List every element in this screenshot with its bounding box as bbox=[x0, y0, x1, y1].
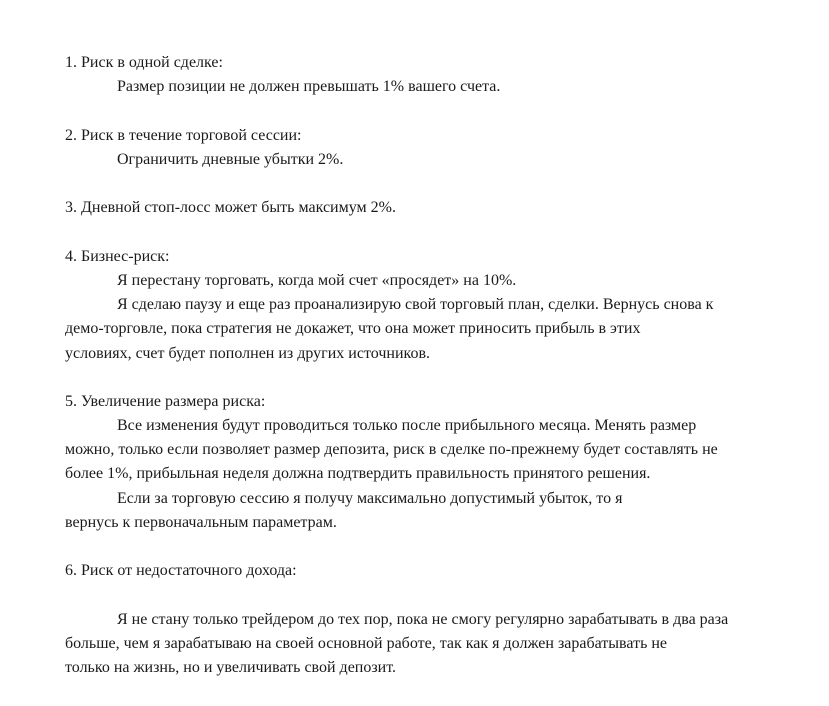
section-5-heading: 5. Увеличение размера риска: bbox=[65, 393, 266, 410]
section-6-line-3: только на жизнь, но и увеличивать свой депозит. bbox=[65, 659, 397, 676]
section-5-line-1: Все изменения будут проводиться только после прибыльного месяца. Менять размер bbox=[117, 417, 697, 434]
section-3-heading: 3. Дневной стоп-лосс может быть максимум 2%. bbox=[65, 199, 396, 216]
section-5-line-4: Если за торговую сессию я получу максимально допустимый убыток, то я bbox=[117, 490, 623, 507]
section-4-heading: 4. Бизнес-риск: bbox=[65, 248, 170, 265]
section-4-line-2: Я сделаю паузу и еще раз проанализирую свой торговый план, сделки. Вернусь снова к bbox=[117, 296, 714, 313]
section-5-line-3: более 1%, прибыльная неделя должна подтвердить правильность принятого решения. bbox=[65, 465, 651, 482]
section-4-line-4: условиях, счет будет пополнен из других источников. bbox=[65, 345, 431, 362]
section-2-heading: 2. Риск в течение торговой сессии: bbox=[65, 127, 302, 144]
section-1-heading: 1. Риск в одной сделке: bbox=[65, 54, 223, 71]
section-5-line-2: можно, только если позволяет размер депозита, риск в сделке по-прежнему будет составлять не bbox=[65, 441, 718, 458]
section-6-heading: 6. Риск от недостаточного дохода: bbox=[65, 562, 297, 579]
section-6-line-1: Я не стану только трейдером до тех пор, пока не смогу регулярно зарабатывать в два раза bbox=[117, 611, 729, 628]
section-6-line-2: больше, чем я зарабатываю на своей основной работе, так как я должен зарабатывать не bbox=[65, 635, 668, 652]
section-5-line-5: вернусь к первоначальным параметрам. bbox=[65, 514, 337, 531]
section-1-line-1: Размер позиции не должен превышать 1% вашего счета. bbox=[117, 78, 501, 95]
section-4-line-1: Я перестану торговать, когда мой счет «просядет» на 10%. bbox=[117, 272, 517, 289]
section-4-line-3: демо-торговле, пока стратегия не докажет, что она может приносить прибыль в этих bbox=[65, 320, 641, 337]
section-2-line-1: Ограничить дневные убытки 2%. bbox=[117, 151, 344, 168]
